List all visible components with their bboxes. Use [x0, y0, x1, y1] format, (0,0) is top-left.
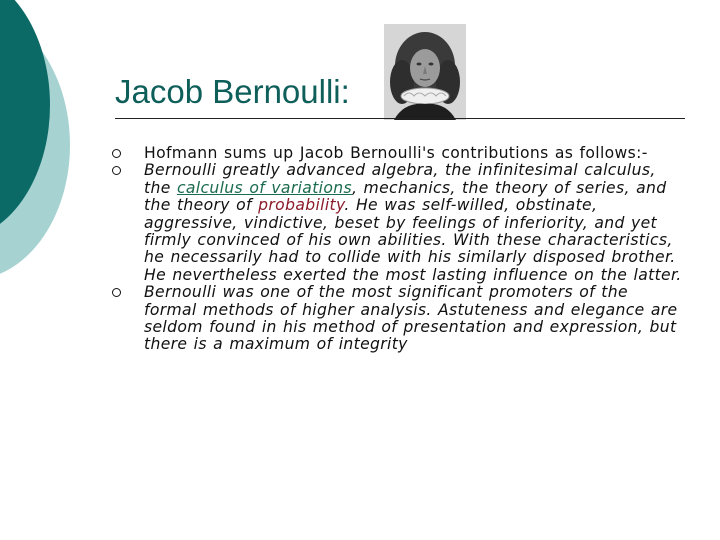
bullet-circle-icon: [112, 288, 121, 297]
list-item: [112, 162, 682, 284]
bullet-text-part: Bernoulli greatly advanced algebra, the infinitesimal calculus, the: [144, 161, 656, 197]
decorative-circle-dark: [0, 0, 50, 240]
portrait-image: [384, 24, 466, 120]
bullet-circle-icon: [112, 166, 121, 175]
decorative-circle-light: [0, 10, 70, 280]
bullet-circle-icon: [112, 149, 121, 158]
probability-highlight: probability: [258, 196, 345, 215]
bullet-text-part: , mechanics, the theory of series, and the theory of: [144, 178, 667, 215]
list-item: [112, 145, 682, 162]
portrait-illustration: [384, 24, 466, 120]
bullet-text-part: . He was self-willed, obstinate, aggressive, vindictive, beset by feelings of inferiority, and yet firmly convinced of his own abilities. With these characteristics, he necessarily had to collide with his similarly disposed brother. He nevertheless exerted the most lasting influence on the latter.: [144, 196, 682, 284]
bullet-text: Hofmann sums up Jacob Bernoulli's contributions as follows:-: [144, 144, 648, 162]
list-item: [112, 284, 682, 354]
calculus-of-variations-link[interactable]: calculus of variations: [176, 178, 352, 197]
title-divider: [115, 118, 685, 119]
slide-title: Jacob Bernoulli:: [115, 73, 350, 110]
bullet-text: Bernoulli was one of the most significant promoters of the formal methods of higher analysis. Astuteness and elegance are seldom found in his method of presentation and expression, but there is a maximum of integrity: [144, 283, 678, 354]
bullet-list: [112, 145, 682, 354]
